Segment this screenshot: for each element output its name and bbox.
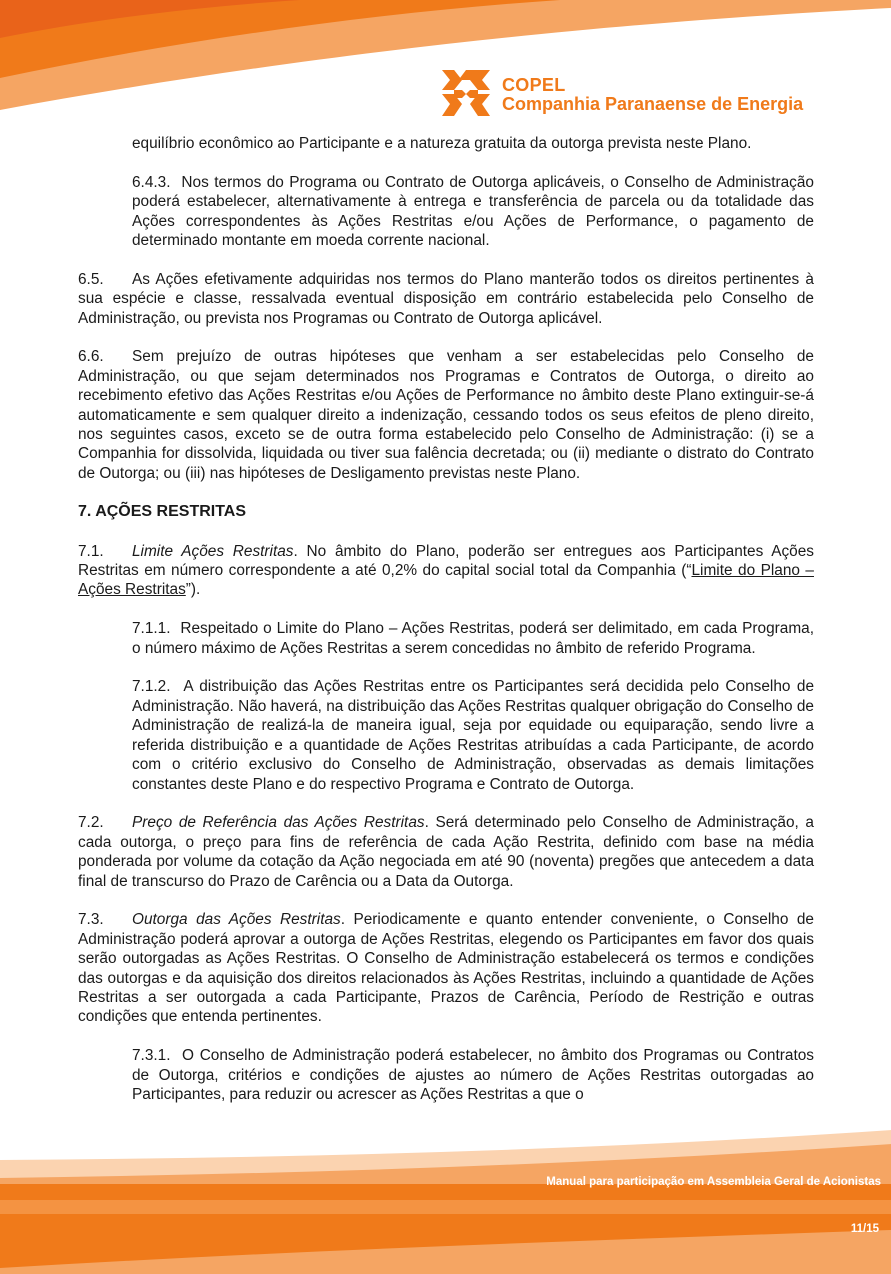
clause-7-3-1 — [132, 1046, 814, 1104]
clause-text: . No âmbito do Plano, poderão ser entregues aos Participantes Ações Restritas em número correspondente a até 0,2% do capital social total da Companhia (“ — [78, 542, 814, 580]
clause-7-1-2 — [132, 677, 814, 793]
footer-decoration — [0, 1130, 891, 1274]
clause-text: O Conselho de Administração poderá estabelecer, no âmbito dos Programas ou Contratos de Outorga, critérios e condições de ajustes ao número de Ações Restritas outorgadas ao Participantes, para reduzir ou acrescer as Ações Restritas a que o — [132, 1047, 814, 1103]
clause-title: Outorga das Ações Restritas — [132, 911, 341, 929]
clause-number: 7.3. — [78, 911, 104, 929]
clause-text: As Ações efetivamente adquiridas nos termos do Plano manterão todos os direitos pertinentes à sua espécie e classe, ressalvada eventual disposição em contrário estabelecida pelo Conselho de Administração, ou prevista nos Programas ou Contrato de Outorga aplicável. — [78, 270, 814, 327]
clause-text-end: ”). — [185, 581, 201, 599]
clause-6-5 — [78, 270, 814, 328]
clause-number: 7.1.2. — [132, 678, 171, 696]
copel-logo-icon — [440, 68, 492, 118]
clause-number: 7.3.1. — [132, 1047, 171, 1065]
clause-number: 6.4.3. — [132, 173, 171, 191]
clause-text: Respeitado o Limite do Plano – Ações Restritas, poderá ser delimitado, em cada Programa, o número máximo de Ações Restritas a serem concedidas no âmbito de referido Programa. — [132, 620, 814, 657]
defined-term: Limite do Plano – Ações Restritas — [78, 562, 814, 599]
footer-title: Manual para participação em Assembleia Geral de Acionistas — [546, 1176, 881, 1188]
document-body — [78, 134, 814, 1104]
brand-name: COPEL — [502, 75, 566, 95]
clause-number: 7.1. — [78, 542, 104, 560]
clause-number: 7.2. — [78, 814, 104, 832]
clause-text: . Será determinado pelo Conselho de Administração, a cada outorga, o preço para fins de referência de cada Ação Restrita, definido com base na média ponderada por volume da cotação da Ação negociada em até 90 (noventa) pregões que antecedem a data final de transcurso do Prazo de Carência ou a Data da Outorga. — [78, 814, 814, 890]
clause-text: Nos termos do Programa ou Contrato de Outorga aplicáveis, o Conselho de Administração poderá estabelecer, alternativamente à entrega e transferência de parcela ou da totalidade das Ações correspondentes às Ações Restritas e/ou Ações de Performance, o pagamento de determinado montante em moeda corrente nacional. — [132, 173, 814, 250]
clause-7-3 — [78, 910, 814, 1026]
clause-text: A distribuição das Ações Restritas entre os Participantes será decidida pelo Conselho de Administração. Não haverá, na distribuição das Ações Restritas qualquer obrigação do Conselho de Administração de realizá-la de maneira igual, seja por equidade ou equiparação, sendo livre a referida distribuição e a quantidade de Ações Restritas atribuídas a cada Participante, de acordo com o critério exclusivo do Conselho de Administração, observadas as demais limitações constantes deste Plano e do respectivo Programa e Contrato de Outorga. — [132, 678, 814, 793]
paragraph-continuation: equilíbrio econômico ao Participante e a natureza gratuita da outorga prevista neste Plano. — [132, 135, 752, 152]
page-number: 11/15 — [850, 1223, 879, 1235]
section-heading: 7. AÇÕES RESTRITAS — [78, 503, 247, 521]
clause-text: . Periodicamente e quanto entender conveniente, o Conselho de Administração poderá aprovar a outorga de Ações Restritas, elegendo os Participantes em favor dos quais serão outorgadas as Ações Restritas. O Conselho de Administração estabelecerá os termos e condições das outorgas e da aquisição dos direitos relacionados às Ações Restritas, incluindo a quantidade de Ações Restritas a ser outorgada a cada Participante, Prazos de Carência, Período de Restrição e outras condições que entenda pertinentes. — [78, 911, 814, 1026]
clause-7-1-1 — [132, 619, 814, 658]
clause-6-6 — [78, 347, 814, 483]
clause-text: Sem prejuízo de outras hipóteses que venham a ser estabelecidas pelo Conselho de Administração, ou que sejam determinados nos Programas e Contratos de Outorga, o direito ao recebimento efetivo das Ações Restritas e/ou Ações de Performance no âmbito deste Plano extinguir-se-á automaticamente e sem qualquer direito a indenização, cessando todos os seus efeitos de pleno direito, nos seguintes casos, exceto se de outra forma estabelecido pelo Conselho de Administração: (i) se a Companhia for dissolvida, liquidada ou tiver sua falência decretada; ou (ii) mediante o distrato do Contrato de Outorga; ou (iii) nas hipóteses de Desligamento previstas neste Plano. — [78, 348, 814, 482]
brand-full-name: Companhia Paranaense de Energia — [502, 94, 804, 114]
clause-7-2 — [78, 813, 814, 891]
clause-6-4-3 — [132, 173, 814, 251]
clause-number: 6.5. — [78, 270, 104, 288]
clause-number: 7.1.1. — [132, 620, 171, 638]
company-logo — [440, 68, 820, 120]
clause-title: Limite Ações Restritas — [132, 542, 294, 560]
clause-7-1 — [78, 542, 814, 600]
clause-title: Preço de Referência das Ações Restritas — [132, 814, 425, 832]
clause-number: 6.6. — [78, 348, 104, 366]
